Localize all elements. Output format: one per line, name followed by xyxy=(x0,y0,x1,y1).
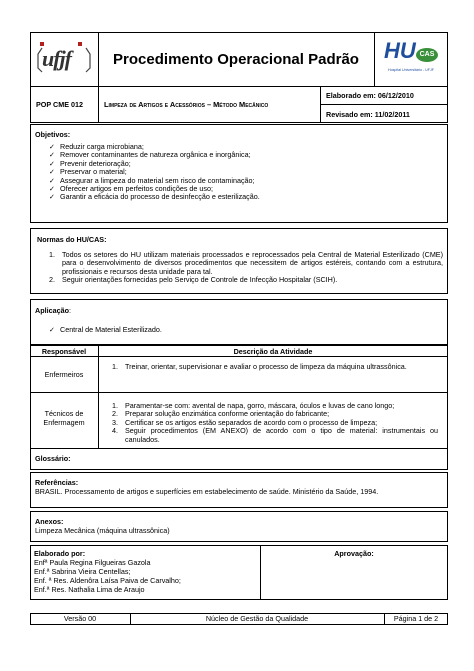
objetivos-heading: Objetivos: xyxy=(35,130,71,139)
author-name: Enf.ª Sabrina Vieira Centellas; xyxy=(34,567,131,576)
author-name: Enf. ª Res. Aldenôra Laísa Paiva de Carvalho; xyxy=(34,576,181,585)
objetivos-section xyxy=(30,124,448,223)
checkmark-icon: ✓ xyxy=(49,184,56,194)
hucas-logo xyxy=(378,36,444,84)
revisado-em: Revisado em: 11/02/2011 xyxy=(326,110,410,119)
col-responsavel-header: Responsável xyxy=(41,347,87,356)
referencias-section xyxy=(30,472,448,508)
normas-heading: Normas do HU/CAS: xyxy=(37,235,107,244)
elaborado-por-heading: Elaborado por: xyxy=(34,549,86,558)
list-item: 1. Treinar, orientar, supervisionar e avaliar o processo de limpeza da máquina ultrassônica. xyxy=(112,362,407,371)
table-row-responsavel: Técnicos de Enfermagem xyxy=(43,409,85,427)
author-name: Enfª Paula Regina Filgueiras Gazola xyxy=(34,558,151,567)
objetivos-list xyxy=(49,143,439,202)
list-item: 1. Paramentar-se com: avental de napa, gorro, máscara, óculos e luvas de cano longo; xyxy=(112,401,395,410)
checkmark-icon: ✓ xyxy=(49,150,56,160)
aplicacao-list xyxy=(49,326,429,334)
author-name: Enf.ª Res. Nathalia Lima de Araujo xyxy=(34,585,145,594)
anexos-heading: Anexos: xyxy=(35,517,64,526)
list-item: ✓ Preservar o material; xyxy=(49,167,127,177)
anexos-text: Limpeza Mecânica (máquina ultrassônica) xyxy=(35,526,170,535)
table-row-atividades xyxy=(112,363,438,371)
normas-list xyxy=(49,251,443,285)
doc-title: Limpeza de Artigos e Acessórios – Método Mecânico xyxy=(104,100,269,109)
glossario-section xyxy=(30,448,448,470)
list-item: ✓ Garantir a eficácia do processo de desinfecção e esterilização. xyxy=(49,192,260,202)
hucas-logo-hu: HU xyxy=(384,38,416,63)
doc-code: POP CME 012 xyxy=(36,100,84,109)
normas-section xyxy=(30,228,448,294)
hucas-logo-cas: CAS xyxy=(416,48,438,62)
ufjf-logo xyxy=(34,38,94,82)
elaborado-por-names xyxy=(34,558,258,594)
list-item: 2. Preparar solução enzimática conforme orientação do fabricante; xyxy=(112,409,330,419)
checkmark-icon: ✓ xyxy=(49,167,56,177)
footer-nucleo: Núcleo de Gestão da Qualidade xyxy=(205,614,309,623)
checkmark-icon: ✓ xyxy=(49,175,56,185)
table-row-responsavel: Enfermeiros xyxy=(44,370,84,379)
hucas-logo-subtitle: Hospital Universitário - UFJF xyxy=(388,68,434,72)
checkmark-icon: ✓ xyxy=(49,192,56,202)
ufjf-logo-text: ufjf xyxy=(42,46,71,71)
list-item: 2. Seguir orientações fornecidas pelo Serviço de Controle de Infecção Hospitalar (SCIH). xyxy=(49,275,338,285)
checkmark-icon: ✓ xyxy=(49,158,56,168)
list-item: ✓ Reduzir carga microbiana; xyxy=(49,142,144,151)
list-item: 1. Todos os setores do HU utilizam materiais processados e reprocessados pela Central de Material Esterilizado (CME) para o desenvolvimento de diversos procedimentos que necessitem de artigos estéreis, contando com a estrutura, profissionais e recursos desta unidade para tal. xyxy=(49,250,443,276)
list-item: 4. Seguir procedimentos (EM ANEXO) de acordo com o tipo de material: instrumentais ou canulados. xyxy=(112,426,438,444)
anexos-section xyxy=(30,511,448,542)
page-title: Procedimento Operacional Padrão xyxy=(113,51,359,68)
aplicacao-section xyxy=(30,299,448,345)
aprovacao-heading: Aprovação: xyxy=(334,549,374,558)
list-item: ✓ Central de Material Esterilizado. xyxy=(49,325,162,334)
table-row-atividades xyxy=(112,402,438,444)
referencias-heading: Referências: xyxy=(35,478,79,487)
glossario-heading: Glossário: xyxy=(35,454,71,463)
elaborado-em: Elaborado em: 06/12/2010 xyxy=(326,91,414,100)
checkmark-icon: ✓ xyxy=(49,325,56,334)
aplicacao-heading: Aplicação: xyxy=(35,306,71,315)
list-item: ✓ Remover contaminantes de natureza orgânica e inorgânica; xyxy=(49,150,251,160)
col-descricao-header: Descrição da Atividade xyxy=(233,347,313,356)
list-item: ✓ Oferecer artigos em perfeitos condições de uso; xyxy=(49,184,214,194)
footer-versao: Versão 00 xyxy=(63,614,97,623)
referencias-text: BRASIL. Processamento de artigos e superfícies em estabelecimento de saúde. Ministério da Saúde, 1994. xyxy=(35,487,379,496)
checkmark-icon: ✓ xyxy=(49,142,56,151)
footer-pagina: Página 1 de 2 xyxy=(393,614,439,623)
list-item: 3. Certificar se os artigos estão separados de acordo com o processo de limpeza; xyxy=(112,417,378,427)
list-item: ✓ Prevenir deterioração; xyxy=(49,158,131,168)
list-item: ✓ Assegurar a limpeza do material sem risco de contaminação; xyxy=(49,175,255,185)
